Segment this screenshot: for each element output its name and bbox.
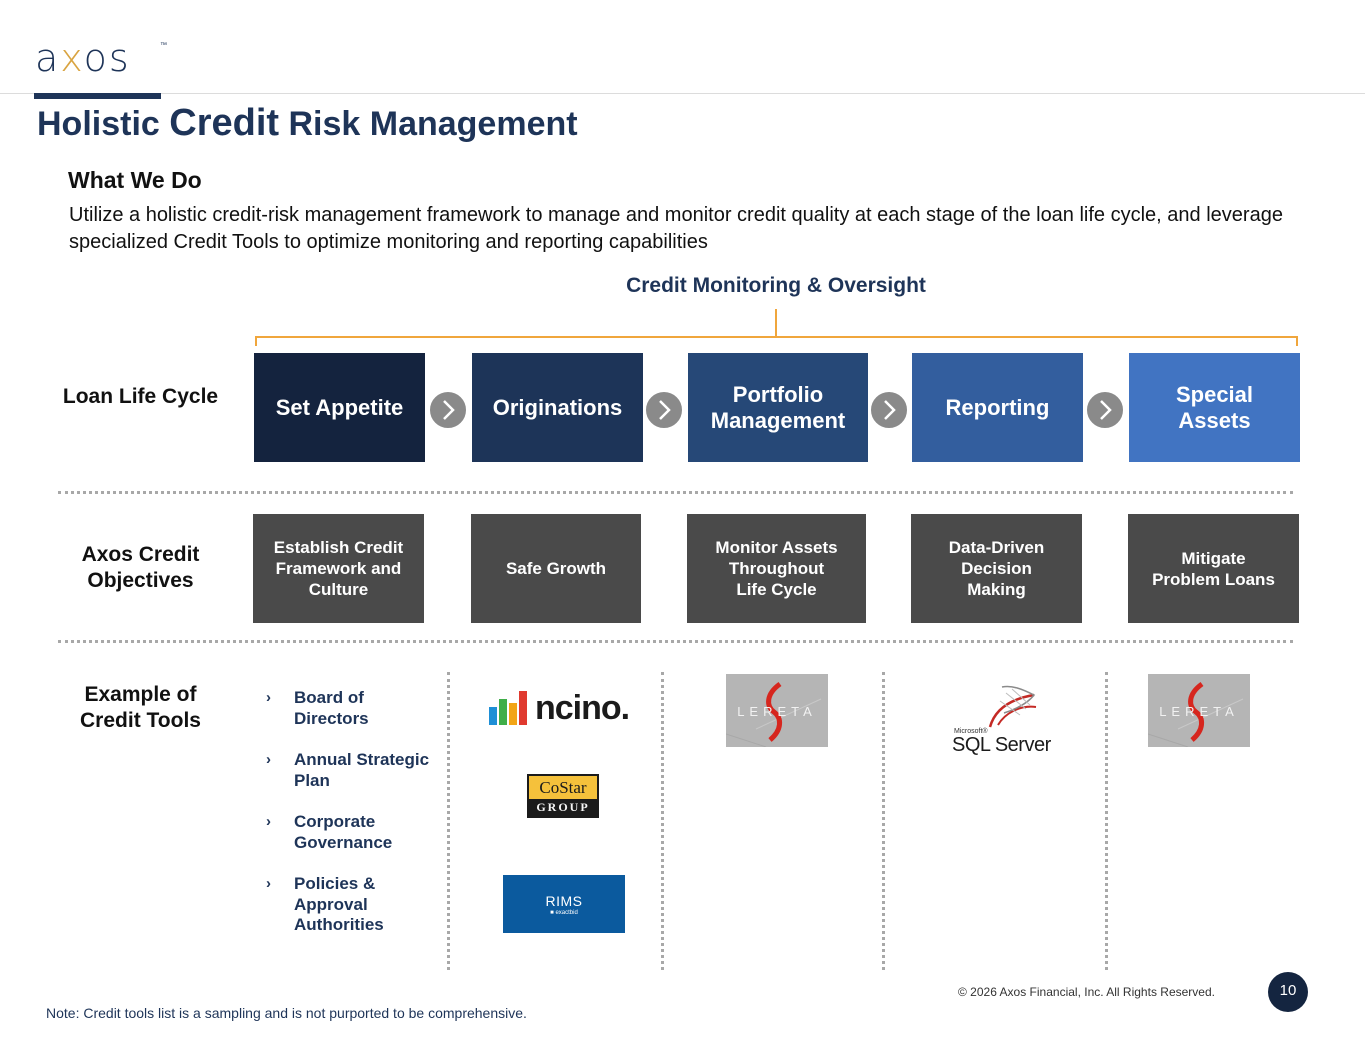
bracket-stem bbox=[775, 309, 777, 337]
objective-monitor-assets: Monitor Assets Throughout Life Cycle bbox=[687, 514, 866, 623]
objective-establish-credit-framework: Establish Credit Framework and Culture bbox=[253, 514, 424, 623]
dotted-divider bbox=[58, 491, 1293, 494]
lereta-logo: LERETA bbox=[726, 674, 828, 747]
column-divider bbox=[447, 672, 450, 970]
credit-monitoring-label: Credit Monitoring & Oversight bbox=[626, 274, 926, 297]
sql-server-icon bbox=[950, 679, 1060, 731]
objective-data-driven-decision: Data-Driven Decision Making bbox=[911, 514, 1082, 623]
axos-credit-objectives-label: Axos Credit Objectives bbox=[81, 543, 200, 592]
ncino-bars-icon bbox=[489, 685, 529, 725]
costar-group-logo: CoStar GROUP bbox=[527, 774, 599, 818]
stage-portfolio-management: Portfolio Management bbox=[688, 353, 868, 462]
stage-reporting: Reporting bbox=[912, 353, 1083, 462]
axos-logo: axos ™ bbox=[35, 36, 167, 80]
rims-logo: RIMS ■ exactbid bbox=[503, 875, 625, 933]
chevron-right-icon bbox=[869, 390, 909, 430]
chevron-bullet-icon: › bbox=[266, 813, 271, 830]
page-number-badge: 10 bbox=[1268, 972, 1308, 1012]
governance-tool-list bbox=[266, 688, 436, 957]
list-item: › Corporate Governance bbox=[266, 812, 393, 852]
stage-originations: Originations bbox=[472, 353, 643, 462]
header-accent-bar bbox=[34, 93, 161, 99]
page-title: Holistic Credit Risk Management bbox=[37, 102, 578, 144]
chevron-bullet-icon: › bbox=[266, 689, 271, 706]
what-we-do-body: Utilize a holistic credit-risk management framework to manage and monitor credit quality at each stage of the loan life cycle, and leverage specialized Credit Tools to optimize monitoring and reporting capabilities bbox=[69, 204, 1283, 253]
stage-set-appetite: Set Appetite bbox=[254, 353, 425, 462]
loan-life-cycle-label: Loan Life Cycle bbox=[62, 385, 219, 408]
copyright-text: © 2026 Axos Financial, Inc. All Rights Reserved. bbox=[958, 985, 1215, 999]
stage-special-assets: Special Assets bbox=[1129, 353, 1300, 462]
column-divider bbox=[1105, 672, 1108, 970]
lereta-logo: LERETA bbox=[1148, 674, 1250, 747]
column-divider bbox=[882, 672, 885, 970]
list-item: › Annual Strategic Plan bbox=[266, 750, 430, 790]
chevron-right-icon bbox=[644, 390, 684, 430]
objective-mitigate-problem-loans: Mitigate Problem Loans bbox=[1128, 514, 1299, 623]
header-divider bbox=[0, 93, 1365, 94]
list-item: › Policies & Approval Authorities bbox=[266, 874, 384, 934]
ncino-logo: ncino. bbox=[489, 683, 643, 725]
column-divider bbox=[661, 672, 664, 970]
chevron-right-icon bbox=[1085, 390, 1125, 430]
objective-safe-growth: Safe Growth bbox=[471, 514, 641, 623]
chevron-right-icon bbox=[428, 390, 468, 430]
list-item: › Board of Directors bbox=[266, 688, 369, 728]
dotted-divider bbox=[58, 640, 1293, 643]
oversight-bracket bbox=[255, 336, 1298, 346]
what-we-do-heading: What We Do bbox=[68, 167, 202, 193]
footnote: Note: Credit tools list is a sampling and is not purported to be comprehensive. bbox=[46, 1005, 527, 1021]
chevron-bullet-icon: › bbox=[266, 875, 271, 892]
sql-server-logo: Microsoft® SQL Server bbox=[950, 679, 1060, 759]
chevron-bullet-icon: › bbox=[266, 751, 271, 768]
example-credit-tools-label: Example of Credit Tools bbox=[80, 683, 201, 732]
